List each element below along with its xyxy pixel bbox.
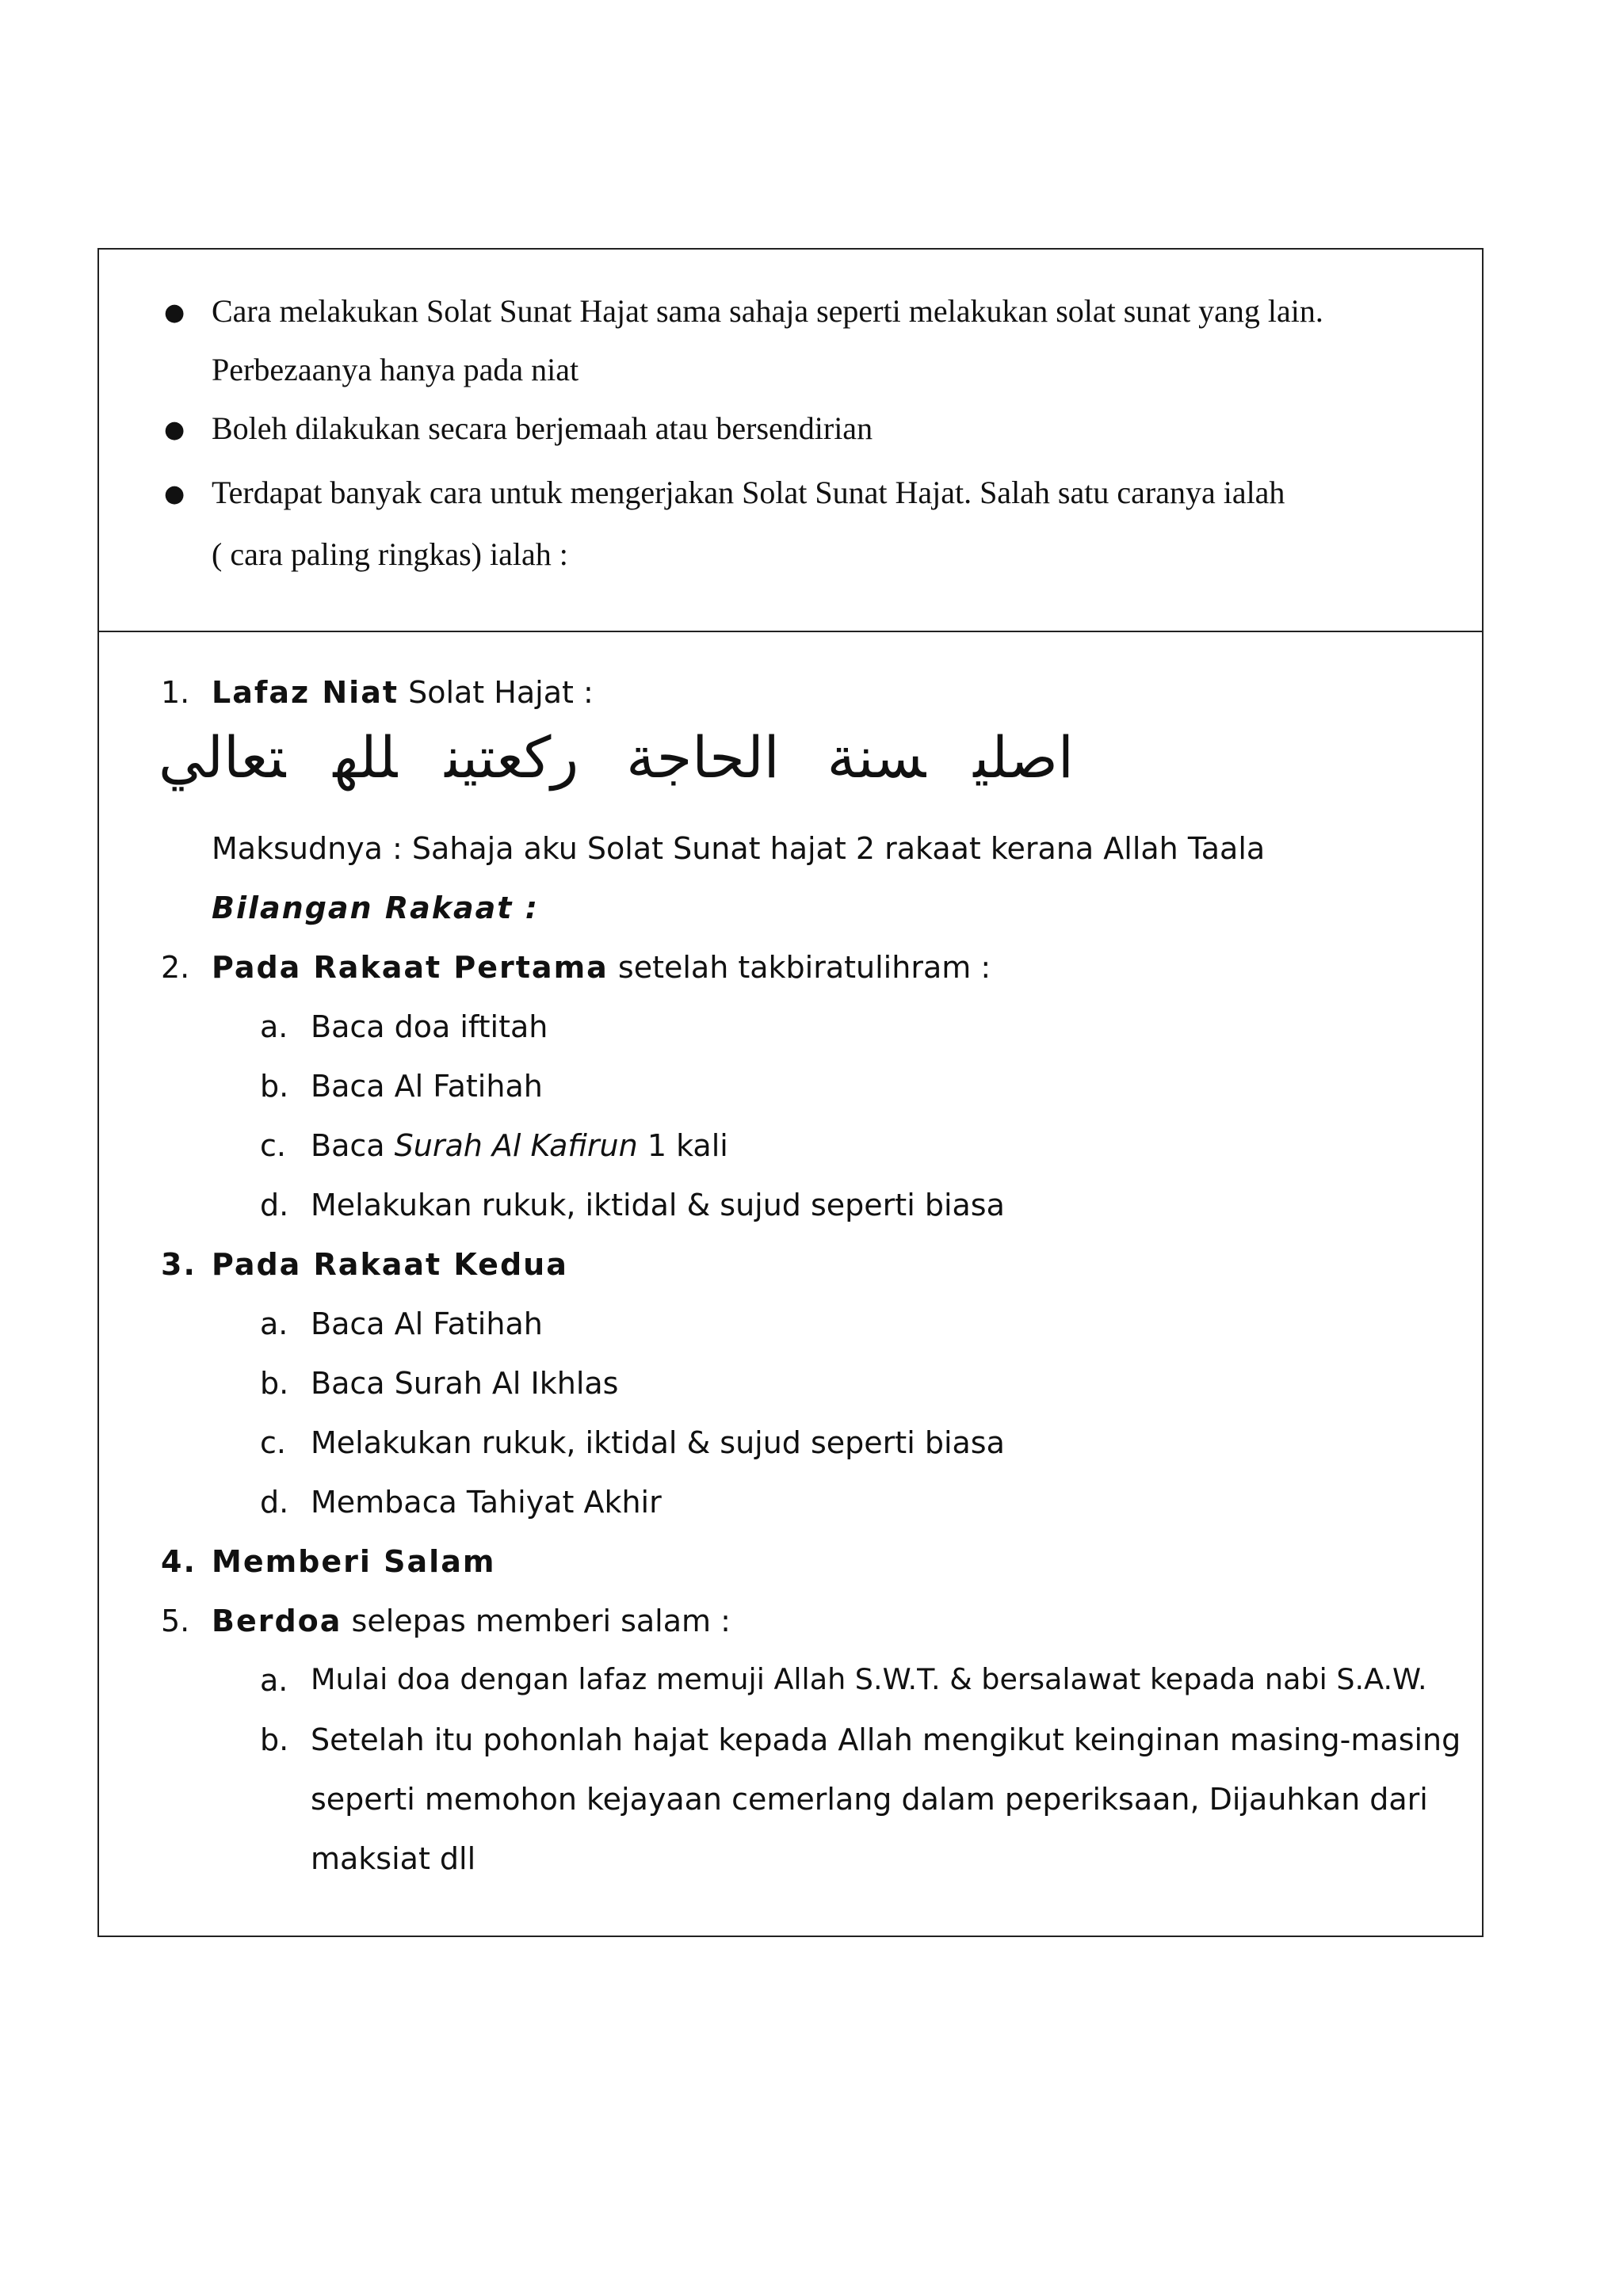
intro-bullet-1-line-2: Perbezaanya hanya pada niat	[212, 352, 579, 387]
step-2d-text: Melakukan rukuk, iktidal & sujud seperti biasa	[311, 1188, 1005, 1222]
arabic-word: ركعتين	[445, 724, 579, 791]
step-3-number: 3.	[161, 1247, 197, 1282]
arabic-word: تعالي	[158, 724, 286, 791]
step-2b-text: Baca Al Fatihah	[311, 1069, 543, 1104]
arabic-word: لله	[333, 724, 398, 791]
step-5-rest: selepas memberi salam :	[342, 1604, 731, 1638]
intro-bullet-3-line-1: Terdapat banyak cara untuk mengerjakan Solat Sunat Hajat. Salah satu caranya ialah	[212, 475, 1285, 510]
niat-arabic-text	[111, 724, 1102, 791]
arabic-word: اصلي	[973, 724, 1074, 791]
step-2-heading	[212, 950, 991, 985]
step-3c-text: Melakukan rukuk, iktidal & sujud seperti biasa	[311, 1425, 1005, 1460]
step-2-bold: Pada Rakaat Pertama	[212, 950, 609, 985]
step-3-heading: Pada Rakaat Kedua	[212, 1247, 568, 1282]
intro-bullet-1-line-1: Cara melakukan Solat Sunat Hajat sama sahaja seperti melakukan solat sunat yang lain.	[212, 293, 1323, 329]
bullet-icon: ●	[164, 416, 185, 444]
step-4-number: 4.	[161, 1544, 197, 1579]
step-1-bold: Lafaz Niat	[212, 675, 399, 710]
step-5-number: 5.	[161, 1604, 190, 1638]
bullet-icon: ●	[164, 299, 185, 326]
intro-bullet-3-line-2: ( cara paling ringkas) ialah :	[212, 536, 568, 572]
step-2c-post: 1 kali	[637, 1128, 728, 1163]
step-2b-marker: b.	[260, 1069, 289, 1104]
step-1-number: 1.	[161, 675, 190, 710]
arabic-word: الحاجة	[626, 724, 780, 791]
intro-bullet-2-line-1: Boleh dilakukan secara berjemaah atau bersendirian	[212, 410, 873, 446]
step-5-heading	[212, 1606, 731, 1636]
bullet-icon: ●	[164, 480, 185, 508]
step-3a-marker: a.	[260, 1306, 288, 1341]
step-2-number: 2.	[161, 950, 190, 985]
step-3b-marker: b.	[260, 1366, 289, 1401]
step-5a-marker: a.	[260, 1663, 288, 1698]
step-3d-text: Membaca Tahiyat Akhir	[311, 1485, 662, 1520]
step-5b-text-line-3: maksiat dll	[311, 1841, 476, 1876]
maksudnya-text: Maksudnya : Sahaja aku Solat Sunat hajat 2 rakaat kerana Allah Taala	[212, 831, 1266, 866]
step-3a-text: Baca Al Fatihah	[311, 1306, 543, 1341]
step-5a-text: Mulai doa dengan lafaz memuji Allah S.W.T. & bersalawat kepada nabi S.A.W.	[311, 1662, 1427, 1696]
step-2a-marker: a.	[260, 1009, 288, 1044]
step-5-bold: Berdoa	[212, 1604, 342, 1638]
step-2c-marker: c.	[260, 1128, 286, 1163]
step-5b-text-line-2: seperti memohon kejayaan cemerlang dalam peperiksaan, Dijauhkan dari	[311, 1782, 1428, 1817]
step-2d-marker: d.	[260, 1188, 289, 1222]
step-5b-text-line-1: Setelah itu pohonlah hajat kepada Allah mengikut keinginan masing-masing	[311, 1722, 1461, 1757]
step-3b-text: Baca Surah Al Ikhlas	[311, 1366, 619, 1401]
bilangan-rakaat-heading: Bilangan Rakaat :	[212, 891, 539, 925]
step-2c-surah: Surah Al Kafirun	[394, 1128, 638, 1163]
step-3c-marker: c.	[260, 1425, 286, 1460]
step-5b-marker: b.	[260, 1722, 289, 1757]
step-2c-text	[311, 1128, 728, 1163]
step-2a-text: Baca doa iftitah	[311, 1009, 548, 1044]
step-1-heading	[212, 675, 594, 710]
step-3d-marker: d.	[260, 1485, 289, 1520]
arabic-word: سنة	[827, 724, 926, 791]
step-2c-pre: Baca	[311, 1128, 395, 1163]
step-2-rest: setelah takbiratulihram :	[608, 950, 991, 985]
step-1-rest: Solat Hajat :	[399, 675, 594, 710]
step-4-heading: Memberi Salam	[212, 1544, 496, 1579]
